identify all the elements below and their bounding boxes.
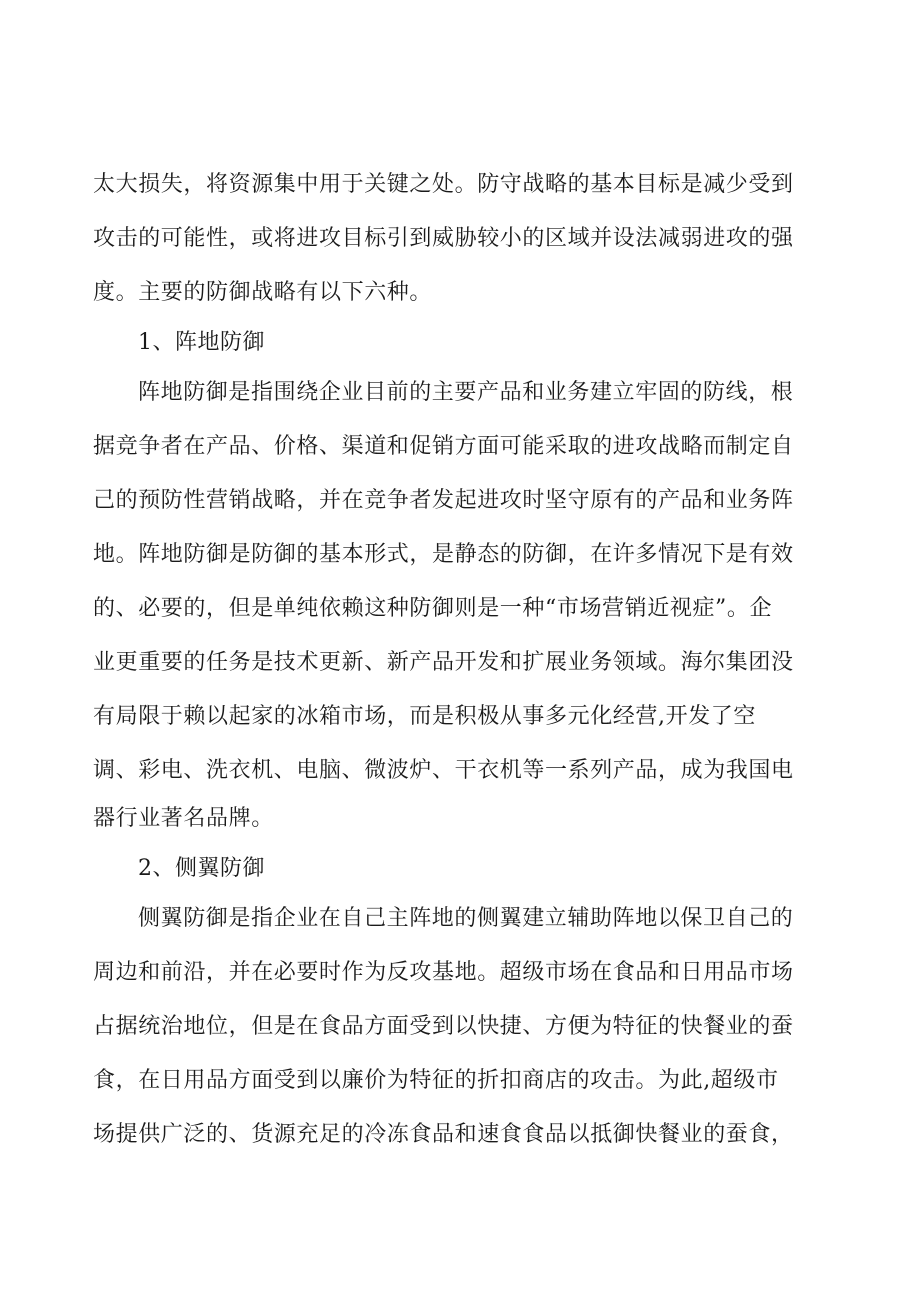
paragraph-flank-defense-line-4: 食，在日用品方面受到以廉价为特征的折扣商店的攻击。为此,超级市 bbox=[93, 1068, 779, 1093]
section-heading-position-defense: 1、阵地防御 bbox=[138, 330, 265, 355]
paragraph-flank-defense-line-2: 周边和前沿，并在必要时作为反攻基地。超级市场在食品和日用品市场 bbox=[93, 960, 794, 985]
section-heading-flank-defense: 2、侧翼防御 bbox=[138, 856, 265, 881]
paragraph-intro-line-2: 攻击的可能性，或将进攻目标引到威胁较小的区域并设法减弱进攻的强 bbox=[93, 226, 794, 251]
paragraph-position-defense-line-5: 的、必要的，但是单纯依赖这种防御则是一种“市场营销近视症”。企 bbox=[93, 596, 773, 621]
paragraph-position-defense-line-8: 调、彩电、洗衣机、电脑、微波炉、干衣机等一系列产品，成为我国电 bbox=[93, 758, 794, 783]
paragraph-position-defense-line-6: 业更重要的任务是技术更新、新产品开发和扩展业务领域。海尔集团没 bbox=[93, 650, 794, 675]
paragraph-flank-defense-line-1: 侧翼防御是指企业在自己主阵地的侧翼建立辅助阵地以保卫自己的 bbox=[138, 906, 794, 931]
paragraph-position-defense-line-4: 地。阵地防御是防御的基本形式，是静态的防御，在许多情况下是有效 bbox=[93, 542, 794, 567]
paragraph-position-defense-line-2: 据竞争者在产品、价格、渠道和促销方面可能采取的进攻战略而制定自 bbox=[93, 434, 794, 459]
paragraph-position-defense-line-7: 有局限于赖以起家的冰箱市场，而是积极从事多元化经营,开发了空 bbox=[93, 704, 756, 729]
paragraph-intro-line-1: 太大损失，将资源集中用于关键之处。防守战略的基本目标是减少受到 bbox=[93, 172, 794, 197]
paragraph-flank-defense-line-3: 占据统治地位，但是在食品方面受到以快捷、方便为特征的快餐业的蚕 bbox=[93, 1014, 794, 1039]
paragraph-position-defense-line-3: 己的预防性营销战略，并在竞争者发起进攻时坚守原有的产品和业务阵 bbox=[93, 488, 794, 513]
paragraph-position-defense-line-9: 器行业著名品牌。 bbox=[93, 806, 274, 831]
paragraph-position-defense-line-1: 阵地防御是指围绕企业目前的主要产品和业务建立牢固的防线，根 bbox=[138, 380, 794, 405]
paragraph-flank-defense-line-5: 场提供广泛的、货源充足的冷冻食品和速食食品以抵御快餐业的蚕食， bbox=[93, 1122, 794, 1147]
paragraph-intro-line-3: 度。主要的防御战略有以下六种。 bbox=[93, 280, 433, 305]
